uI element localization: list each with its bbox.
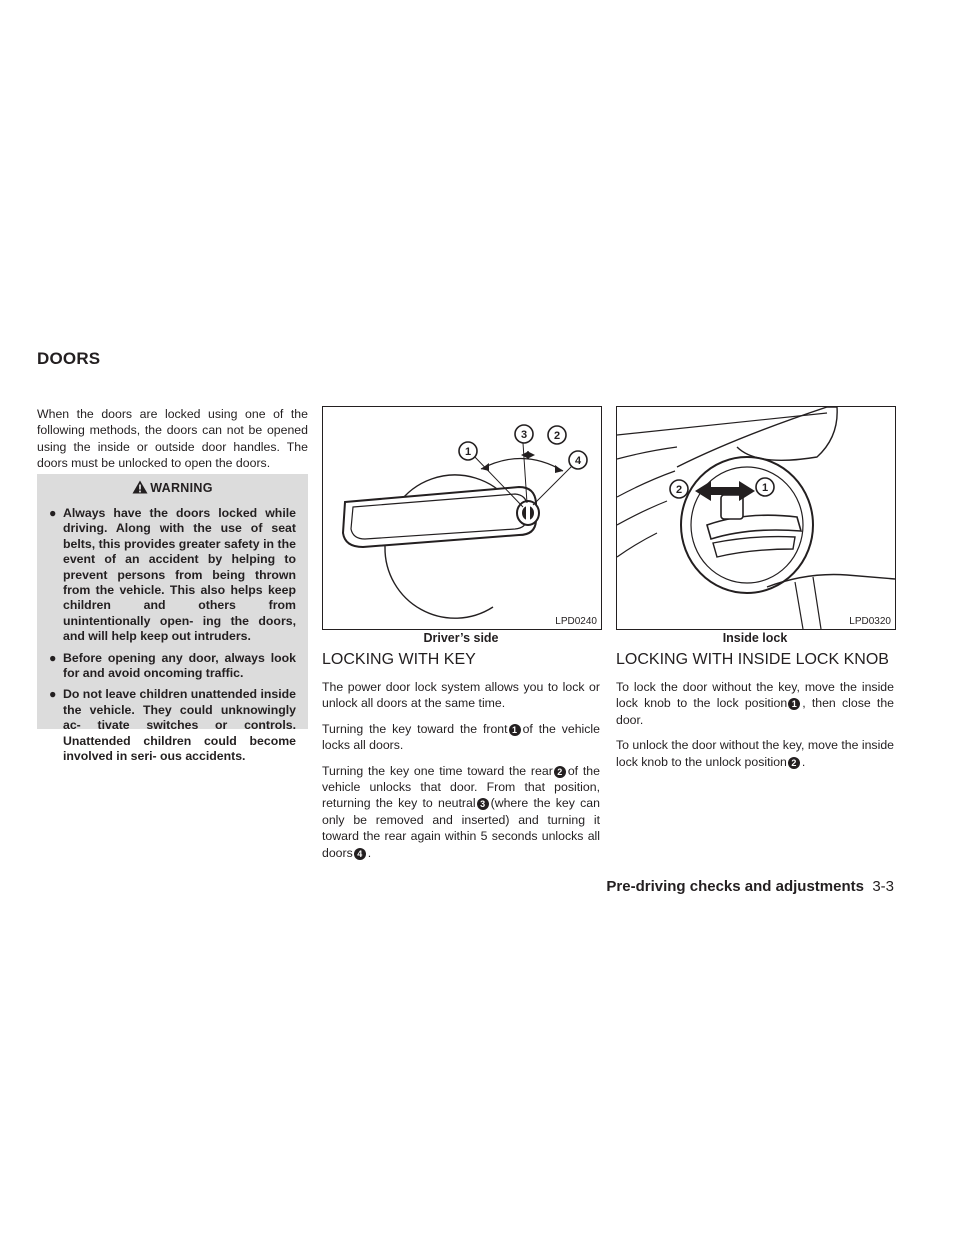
locking-inside-knob-section [616,651,894,779]
warning-item-text: Always have the doors locked while driving. Along with the use of seat belts, this provides greater safety in the event of an accident by helping to prevent persons from being thrown from the vehicle. This also helps keep children and others from unintentionally open- ing the doors, and will help keep out intruders. [63,506,296,644]
warning-item [49,651,296,682]
callout-number-icon: 1 [509,724,521,736]
fig1-label-4: 4 [574,455,582,467]
paragraph-text: To unlock the door without the key, move the inside lock knob to the unlock position [616,738,894,769]
door-handle-key-illustration [323,407,601,629]
paragraph [616,679,894,728]
paragraph [322,763,600,861]
warning-triangle-icon [132,480,148,494]
intro-paragraph: When the doors are locked using one of the following methods, the doors can not be opened using the inside or outside door handles. The doors must be unlocked to open the doors. [37,407,308,471]
bullet-icon: ● [49,506,57,520]
paragraph-text: Turning the key toward the front [322,721,508,736]
figure-drivers-side [322,406,602,630]
paragraph-text: , then close the door. [616,696,894,727]
callout-number-icon: 2 [554,766,566,778]
warning-item-text: Do not leave children unattended inside the vehicle. They could unknowingly ac- tivate switches or controls. Unattended children could become involved in seri- ous accidents. [63,687,296,764]
paragraph-text: of the vehicle unlocks that door. From that position, returning the key to neutral [322,763,600,811]
fig2-label-1: 1 [761,482,769,494]
callout-number-icon: 3 [477,798,489,810]
fig1-label-1: 1 [464,446,472,458]
paragraph-text: Turning the key one time toward the rear [322,763,553,778]
paragraph [322,721,600,754]
fig1-label-3: 3 [520,429,528,441]
paragraph-text: To lock the door without the key, move the inside lock knob to the lock position [616,680,894,711]
fig2-label-2: 2 [675,484,683,496]
callout-number-icon: 4 [354,848,366,860]
paragraph: The power door lock system allows you to lock or unlock all doors at the same time. [322,680,600,711]
figure-code: LPD0240 [555,616,597,627]
bullet-icon: ● [49,687,57,702]
figure-inside-lock [616,406,896,630]
paragraph-text: . [801,754,806,769]
subsection-heading: LOCKING WITH KEY [322,651,476,668]
paragraph-text: of the vehicle locks all doors. [322,721,600,753]
paragraph [616,737,894,770]
warning-item-text: Before opening any door, always look for and avoid oncoming traffic. [63,650,296,681]
warning-box [37,474,308,764]
footer-section-title: Pre-driving checks and adjustments [606,878,864,895]
warning-list [49,506,296,771]
paragraph-text: (where the key can only be removed and inserted) and turning it toward the rear again within 5 seconds unlocks all doors [322,796,600,860]
figure-caption: Driver’s side [423,631,499,645]
figure-caption: Inside lock [722,631,788,645]
section-title: DOORS [37,349,101,368]
locking-with-key-section [322,651,600,870]
paragraph-text: . [367,845,372,860]
page-number: 3-3 [872,878,894,895]
warning-title: WARNING [150,481,213,495]
subsection-heading: LOCKING WITH INSIDE LOCK KNOB [616,651,889,668]
bullet-icon: ● [49,650,57,665]
figure-code: LPD0320 [849,616,891,627]
callout-number-icon: 1 [788,698,800,710]
fig1-label-2: 2 [553,430,561,442]
inside-lock-knob-illustration [617,407,895,629]
warning-item [49,687,296,764]
page-footer [606,878,894,895]
warning-header [37,480,308,495]
warning-item [49,506,296,645]
callout-number-icon: 2 [788,757,800,769]
